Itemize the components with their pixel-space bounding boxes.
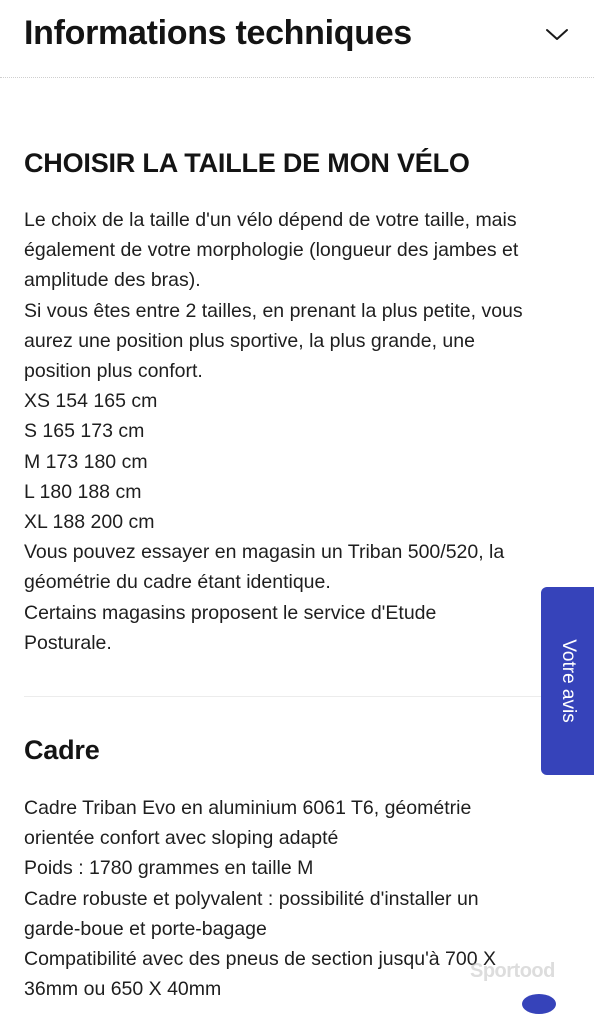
size-section-title: CHOISIR LA TAILLE DE MON VÉLO <box>24 148 470 178</box>
accordion-header[interactable] <box>0 0 594 78</box>
floating-action-button[interactable] <box>522 994 556 1014</box>
accordion-title: Informations techniques <box>24 14 412 52</box>
size-xs: XS 154 165 cm <box>24 390 158 413</box>
text-line: Cadre robuste et polyvalent : possibilité d'installer un <box>24 887 479 910</box>
text-line: Posturale. <box>24 631 112 654</box>
frame-section-title: Cadre <box>24 735 100 765</box>
text-line: Cadre Triban Evo en aluminium 6061 T6, géométrie <box>24 797 472 819</box>
review-feedback-button[interactable] <box>541 587 594 775</box>
text-line: Compatibilité avec des pneus de section jusqu'à 700 X <box>24 948 497 971</box>
text-line: géométrie du cadre étant identique. <box>24 571 331 594</box>
text-line: Vous pouvez essayer en magasin un Triban 500/520, la <box>24 541 505 564</box>
text-line: 36mm ou 650 X 40mm <box>24 978 222 1001</box>
size-l: L 180 188 cm <box>24 480 142 503</box>
text-line: garde-boue et porte-bagage <box>24 917 267 940</box>
text-line: position plus confort. <box>24 360 203 383</box>
review-feedback-label: Votre avis <box>557 639 579 723</box>
watermark: Sportood <box>470 960 555 982</box>
text-line: amplitude des bras). <box>24 269 201 292</box>
text-line: Le choix de la taille d'un vélo dépend de votre taille, mais <box>24 209 517 231</box>
text-line: orientée confort avec sloping adapté <box>24 827 339 850</box>
text-line: Si vous êtes entre 2 tailles, en prenant la plus petite, vous <box>24 299 523 322</box>
text-line: également de votre morphologie (longueur des jambes et <box>24 239 519 262</box>
size-s: S 165 173 cm <box>24 420 145 443</box>
text-line: Certains magasins proposent le service d'Etude <box>24 601 437 624</box>
size-section-text <box>24 205 564 658</box>
section-divider <box>24 696 570 697</box>
chevron-down-icon[interactable] <box>544 24 570 44</box>
size-m: M 173 180 cm <box>24 450 148 473</box>
size-xl: XL 188 200 cm <box>24 511 155 534</box>
text-line: Poids : 1780 grammes en taille M <box>24 857 314 880</box>
text-line: aurez une position plus sportive, la plus grande, une <box>24 329 475 352</box>
